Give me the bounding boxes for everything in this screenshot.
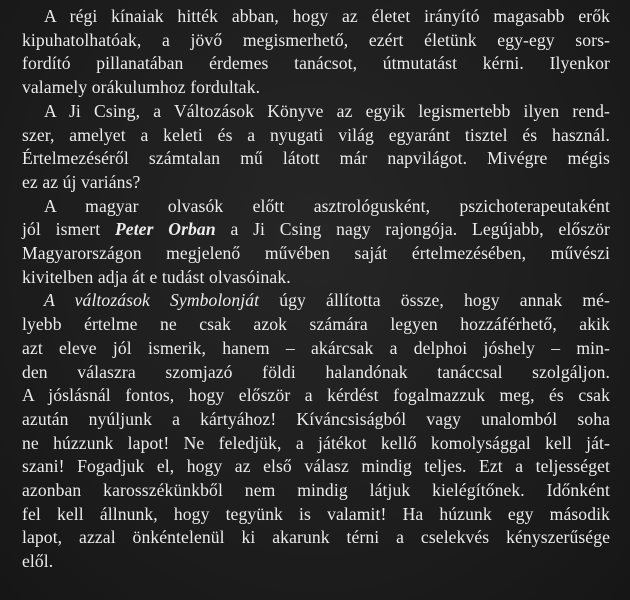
- text-run: A jóslásnál fontos, hogy először a kérdést fogalmazzuk meg, és csak: [22, 385, 610, 406]
- book-title-italic: A változások Symbolonját: [44, 290, 260, 311]
- text-line: [22, 384, 610, 408]
- text-run: Magyarországon megjelenő művében saját értelmezésében, művészi: [22, 243, 610, 264]
- text-run: azonban karosszékünkből nem mindig látjuk kielégítőnek. Időnként: [22, 480, 610, 501]
- text-line: [22, 29, 610, 53]
- text-line: [22, 313, 610, 337]
- text-line: [22, 242, 610, 266]
- text-line: [22, 455, 610, 479]
- text-run: kivitelben adja át e tudást olvasóinak.: [22, 266, 291, 287]
- text-line: [22, 52, 610, 76]
- text-run: A régi kínaiak hitték abban, hogy az életet irányító magasabb erők: [44, 6, 610, 26]
- text-line: [22, 100, 610, 124]
- text-run: jól ismert: [22, 219, 115, 240]
- paragraph: [22, 289, 610, 573]
- paragraph: [22, 100, 610, 195]
- text-line: [22, 195, 610, 219]
- text-run: kipuhatolhatóak, a jövő megismerhető, ezért életünk egy-egy sors-: [22, 29, 610, 50]
- author-name: Peter Orban: [114, 219, 216, 240]
- text-line: [22, 5, 610, 29]
- text-run: lapot, azzal önkéntelenül ki akarunk térni a cselekvés kényszerűsége: [22, 527, 610, 548]
- text-run: elől.: [22, 551, 54, 572]
- text-line: [22, 526, 610, 550]
- text-line: [22, 289, 610, 313]
- text-line: [22, 266, 610, 290]
- text-line: [22, 408, 610, 432]
- text-line: [22, 432, 610, 456]
- text-line: [22, 361, 610, 385]
- text-run: A magyar olvasók előtt asztrológusként, pszichoterapeutaként: [44, 195, 610, 216]
- text-run: fordító pillanatában érdemes tanácsot, útmutatást kérni. Ilyenkor: [22, 53, 610, 74]
- text-run: ne húzzunk lapot! Ne feledjük, a játékot kellő komolysággal kell ját-: [22, 432, 610, 453]
- text-line: [22, 76, 610, 100]
- text-line: [22, 171, 610, 195]
- paragraph: [22, 195, 610, 290]
- text-run: valamely orákulumhoz fordultak.: [22, 77, 261, 98]
- text-run: lyebb értelme ne csak azok számára legyen hozzáférhető, akik: [22, 314, 610, 335]
- text-run: a Ji Csing nagy rajongója. Legújabb, először: [215, 219, 610, 240]
- text-line: [22, 503, 610, 527]
- text-line: [22, 337, 610, 361]
- text-run: azután nyúljunk a kártyához! Kíváncsiságból vagy unalomból soha: [22, 408, 610, 429]
- text-line: [22, 550, 610, 574]
- text-line: [22, 124, 610, 148]
- text-run: den válaszra szomjazó földi halandónak tanáccsal szolgáljon.: [22, 361, 610, 382]
- text-run: fel kell állnunk, hogy tegyünk is valamit! Ha húzunk egy második: [22, 503, 610, 524]
- text-run: szani! Fogadjuk el, hogy az első válasz mindig teljes. Ezt a teljességet: [22, 456, 610, 477]
- text-run: azt eleve jól ismerik, hanem – akárcsak a delphoi jóshely – min-: [22, 337, 610, 358]
- text-run: szer, amelyet a keleti és a nyugati világ egyaránt tisztel és használ.: [22, 124, 610, 145]
- text-line: [22, 479, 610, 503]
- paragraph: [22, 5, 610, 100]
- text-run: úgy állította össze, hogy annak mé-: [259, 290, 610, 311]
- text-run: A Ji Csing, a Változások Könyve az egyik legismertebb ilyen rend-: [44, 100, 610, 121]
- text-run: ez az új variáns?: [22, 171, 141, 192]
- text-line: [22, 147, 610, 171]
- text-run: Értelmezéséről számtalan mű látott már napvilágot. Mivégre mégis: [22, 148, 610, 169]
- text-line: [22, 218, 610, 242]
